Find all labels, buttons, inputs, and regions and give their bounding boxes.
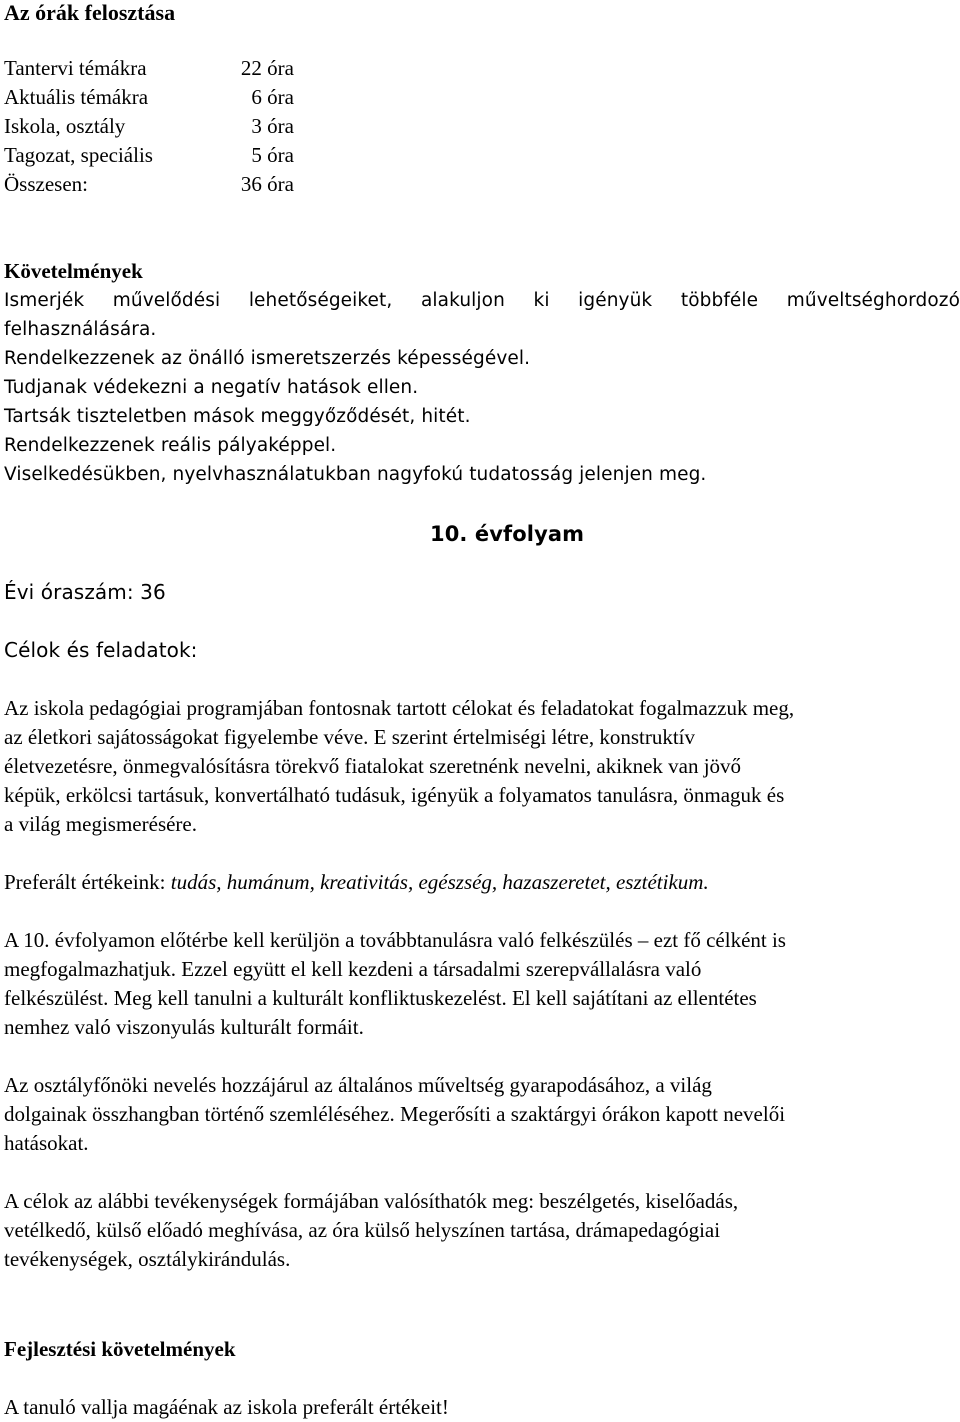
hours-value: 6 óra	[251, 85, 294, 109]
word: Ismerjék	[4, 290, 85, 311]
hours-value: 3 óra	[251, 114, 294, 138]
word: ki	[533, 290, 550, 311]
annual-hours: Évi óraszám: 36	[4, 580, 166, 604]
requirements-first-line	[4, 286, 960, 315]
text-line: vetélkedő, külső előadó meghívása, az óra külső helyszínen tartása, drámapedagógiai	[4, 1218, 721, 1242]
hours-topic: Összesen:	[4, 172, 88, 196]
education-paragraph	[4, 1071, 956, 1158]
word: művelődési	[112, 290, 221, 311]
hours-row	[4, 83, 304, 112]
hours-row	[4, 141, 304, 170]
requirement-line: Viselkedésükben, nyelvhasználatukban nagyfokú tudatosság jelenjen meg.	[4, 464, 707, 485]
requirement-line: Tartsák tiszteletben mások meggyőződését, hitét.	[4, 406, 471, 427]
text-line: A 10. évfolyamon előtérbe kell kerüljön a továbbtanulásra való felkészülés – ezt fő célként is	[4, 928, 786, 952]
preferred-values	[4, 868, 956, 897]
activities-paragraph	[4, 1187, 956, 1274]
text-line: felkészülést. Meg kell tanulni a kulturált konfliktuskezelést. El kell sajátítani az ellentétes	[4, 986, 757, 1010]
hours-row	[4, 170, 304, 199]
word: igényük	[578, 290, 653, 311]
text-line: tevékenységek, osztálykirándulás.	[4, 1247, 291, 1271]
hours-row	[4, 54, 304, 83]
text-line: a világ megismerésére.	[4, 812, 197, 836]
hours-value: 36 óra	[240, 172, 294, 196]
requirement-line: Rendelkezzenek reális pályaképpel.	[4, 435, 337, 456]
year-heading: 10. évfolyam	[430, 522, 585, 546]
hours-table	[4, 54, 304, 199]
focus-paragraph	[4, 926, 956, 1042]
goals-paragraph	[4, 694, 956, 839]
requirement-line: Rendelkezzenek az önálló ismeretszerzés képességével.	[4, 348, 531, 369]
text-line: nemhez való viszonyulás kulturált formáit.	[4, 1015, 364, 1039]
development-heading: Fejlesztési követelmények	[4, 1337, 236, 1361]
word: alakuljon	[420, 290, 505, 311]
preferred-list: tudás, humánum, kreativitás, egészség, hazaszeretet, esztétikum.	[170, 870, 709, 894]
text-line: A célok az alábbi tevékenységek formájában valósíthatók meg: beszélgetés, kiselőadás,	[4, 1189, 739, 1213]
text-line: megfogalmazhatjuk. Ezzel együtt el kell kezdeni a társadalmi szerepvállalásra való	[4, 957, 702, 981]
text-line: képük, erkölcsi tartásuk, konvertálható tudásuk, igényük a folyamatos tanulásra, önmaguk és	[4, 783, 785, 807]
text-line: Az iskola pedagógiai programjában fontosnak tartott célokat és feladatokat fogalmazzuk meg,	[4, 696, 795, 720]
preferred-label: Preferált értékeink:	[4, 870, 171, 894]
page-title: Az órák felosztása	[4, 0, 176, 25]
text-line: Az osztályfőnöki nevelés hozzájárul az általános műveltség gyarapodásához, a világ	[4, 1073, 712, 1097]
requirements-heading: Követelmények	[4, 259, 143, 283]
hours-value: 22 óra	[240, 56, 294, 80]
text-line: az életkori sajátosságokat figyelembe véve. E szerint értelmiségi létre, konstruktív	[4, 725, 696, 749]
text-line: dolgainak összhangban történő szemléléséhez. Megerősíti a szaktárgyi órákon kapott nevelői	[4, 1102, 786, 1126]
hours-topic: Tagozat, speciális	[4, 143, 153, 167]
hours-row	[4, 112, 304, 141]
hours-topic: Aktuális témákra	[4, 85, 149, 109]
requirement-line: felhasználására.	[4, 319, 157, 340]
hours-value: 5 óra	[251, 143, 294, 167]
requirements-list	[4, 315, 706, 489]
goals-heading: Célok és feladatok:	[4, 638, 198, 662]
word: műveltséghordozó	[786, 290, 960, 311]
text-line: életvezetésre, önmegvalósításra törekvő fiatalokat szeretnénk nevelni, akiknek van jövő	[4, 754, 742, 778]
hours-topic: Iskola, osztály	[4, 114, 126, 138]
word: többféle	[680, 290, 759, 311]
hours-topic: Tantervi témákra	[4, 56, 147, 80]
word: lehetőségeiket,	[248, 290, 393, 311]
text-line: hatásokat.	[4, 1131, 89, 1155]
requirement-line: Tudjanak védekezni a negatív hatások ellen.	[4, 377, 419, 398]
development-text: A tanuló vallja magáénak az iskola preferált értékeit!	[4, 1395, 449, 1419]
